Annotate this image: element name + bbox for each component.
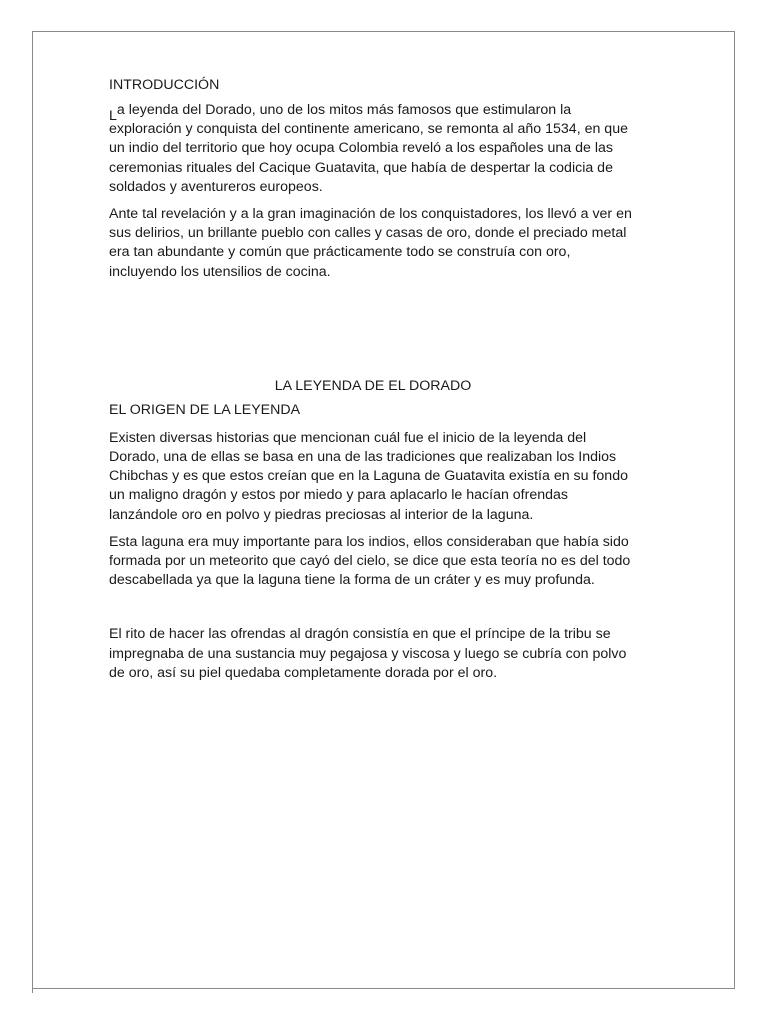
section-title: LA LEYENDA DE EL DORADO [274,377,472,394]
origin-paragraph-2: Esta laguna era muy importante para los indios, ellos consideraban que había sido formada por un meteorito que cayó del cielo, se dice que esta teoría no es del todo descabellada ya que la laguna tiene la forma de un cráter y es muy profunda. [109,533,631,589]
document-body [109,76,637,683]
intro-paragraph-1-text: a leyenda del Dorado, uno de los mitos más famosos que estimularon la exploración y conquista del continente americano, se remonta al año 1534, en que un indio del territorio que hoy ocupa Colombia reveló a los españoles una de las ceremonias rituales del Cacique Guatavita, que había de despertar la codicia de soldados y aventureros europeos. [109,102,628,195]
origin-paragraph-3: El rito de hacer las ofrendas al dragón consistía en que el príncipe de la tribu se impregnaba de una sustancia muy pegajosa y viscosa y luego se cubría con polvo de oro, así su piel quedaba completamente dorada por el oro. [109,626,627,681]
intro-heading: INTRODUCCIÓN [109,77,220,93]
drop-letter: L [109,108,117,124]
intro-paragraph-1 [109,101,637,197]
intro-paragraph-2: Ante tal revelación y a la gran imaginación de los conquistadores, los llevó a ver en sus delirios, un brillante pueblo con calles y casas de oro, donde el preciado metal era tan abundante y común que prácticamente todo se construía con oro, incluyendo los utensilios de cocina. [109,206,632,280]
origin-heading: EL ORIGEN DE LA LEYENDA [109,401,301,418]
origin-paragraph-1: Existen diversas historias que mencionan cuál fue el inicio de la leyenda del Dorado, una de ellas se basa en una de las tradiciones que realizaban los Indios Chibchas y es que estos creían que en la Laguna de Guatavita existía en su fondo un maligno dragón y estos por miedo y para aplacarlo le hacían ofrendas lanzándole oro en polvo y piedras preciosas al interior de la laguna. [109,429,628,523]
page-corner-mark [32,985,33,993]
